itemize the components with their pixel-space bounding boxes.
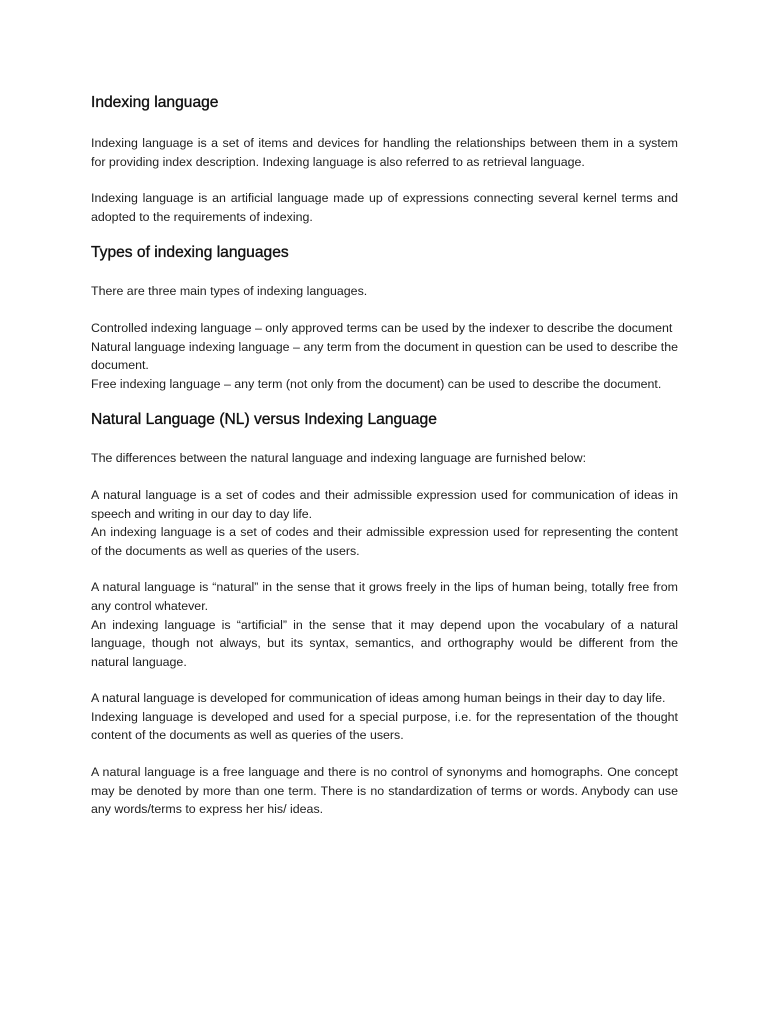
- comparison-indexing-text: Indexing language is developed and used for a special purpose, i.e. for the representation of the thought content of the documents as well as queries of the users.: [91, 709, 678, 743]
- differences-intro-paragraph: The differences between the natural language and indexing language are furnished below:: [91, 451, 587, 466]
- section-heading-nl-vs-il: Natural Language (NL) versus Indexing Language: [91, 411, 437, 429]
- section-heading-indexing-language: Indexing language: [91, 94, 219, 111]
- artificial-language-paragraph: Indexing language is an artificial language made up of expressions connecting several kernel terms and adopted to the requirements of indexing.: [91, 191, 678, 224]
- comparison-indexing-text: An indexing language is “artificial” in the sense that it may depend upon the vocabulary of a natural language, though not always, but its syntax, semantics, and orthography would be different from the natural language.: [91, 617, 678, 669]
- type-item-free: Free indexing language – any term (not only from the document) can be used to describe the document.: [91, 376, 662, 391]
- comparison-block: [91, 763, 678, 819]
- types-list: [91, 319, 678, 393]
- section-heading-types: Types of indexing languages: [91, 244, 289, 262]
- comparison-block: [91, 689, 678, 745]
- definition-paragraph: Indexing language is a set of items and devices for handling the relationships between them in a system for providing index description. Indexing language is also referred to as retrieval language.: [91, 136, 678, 169]
- type-item-natural: Natural language indexing language – any term from the document in question can be used to describe the document.: [91, 339, 678, 373]
- comparison-natural-text: A natural language is a free language and there is no control of synonyms and homographs. One concept may be denoted by more than one term. There is no standardization of terms or words. Anybody can use any words/terms to express her his/ ideas.: [91, 765, 678, 817]
- comparison-indexing-text: An indexing language is a set of codes and their admissible expression used for representing the content of the documents as well as queries of the users.: [91, 525, 678, 558]
- type-item-controlled: Controlled indexing language – only approved terms can be used by the indexer to describe the document: [91, 320, 673, 335]
- comparison-natural-text: A natural language is “natural” in the sense that it grows freely in the lips of human being, totally free from any control whatever.: [91, 580, 678, 613]
- types-intro-paragraph: There are three main types of indexing languages.: [91, 284, 368, 299]
- comparison-natural-text: A natural language is developed for communication of ideas among human beings in their day to day life.: [91, 691, 666, 706]
- comparison-natural-text: A natural language is a set of codes and their admissible expression used for communication of ideas in speech and writing in our day to day life.: [91, 487, 678, 521]
- comparison-block: [91, 486, 678, 560]
- document-page: [91, 93, 678, 819]
- comparison-block: [91, 578, 678, 671]
